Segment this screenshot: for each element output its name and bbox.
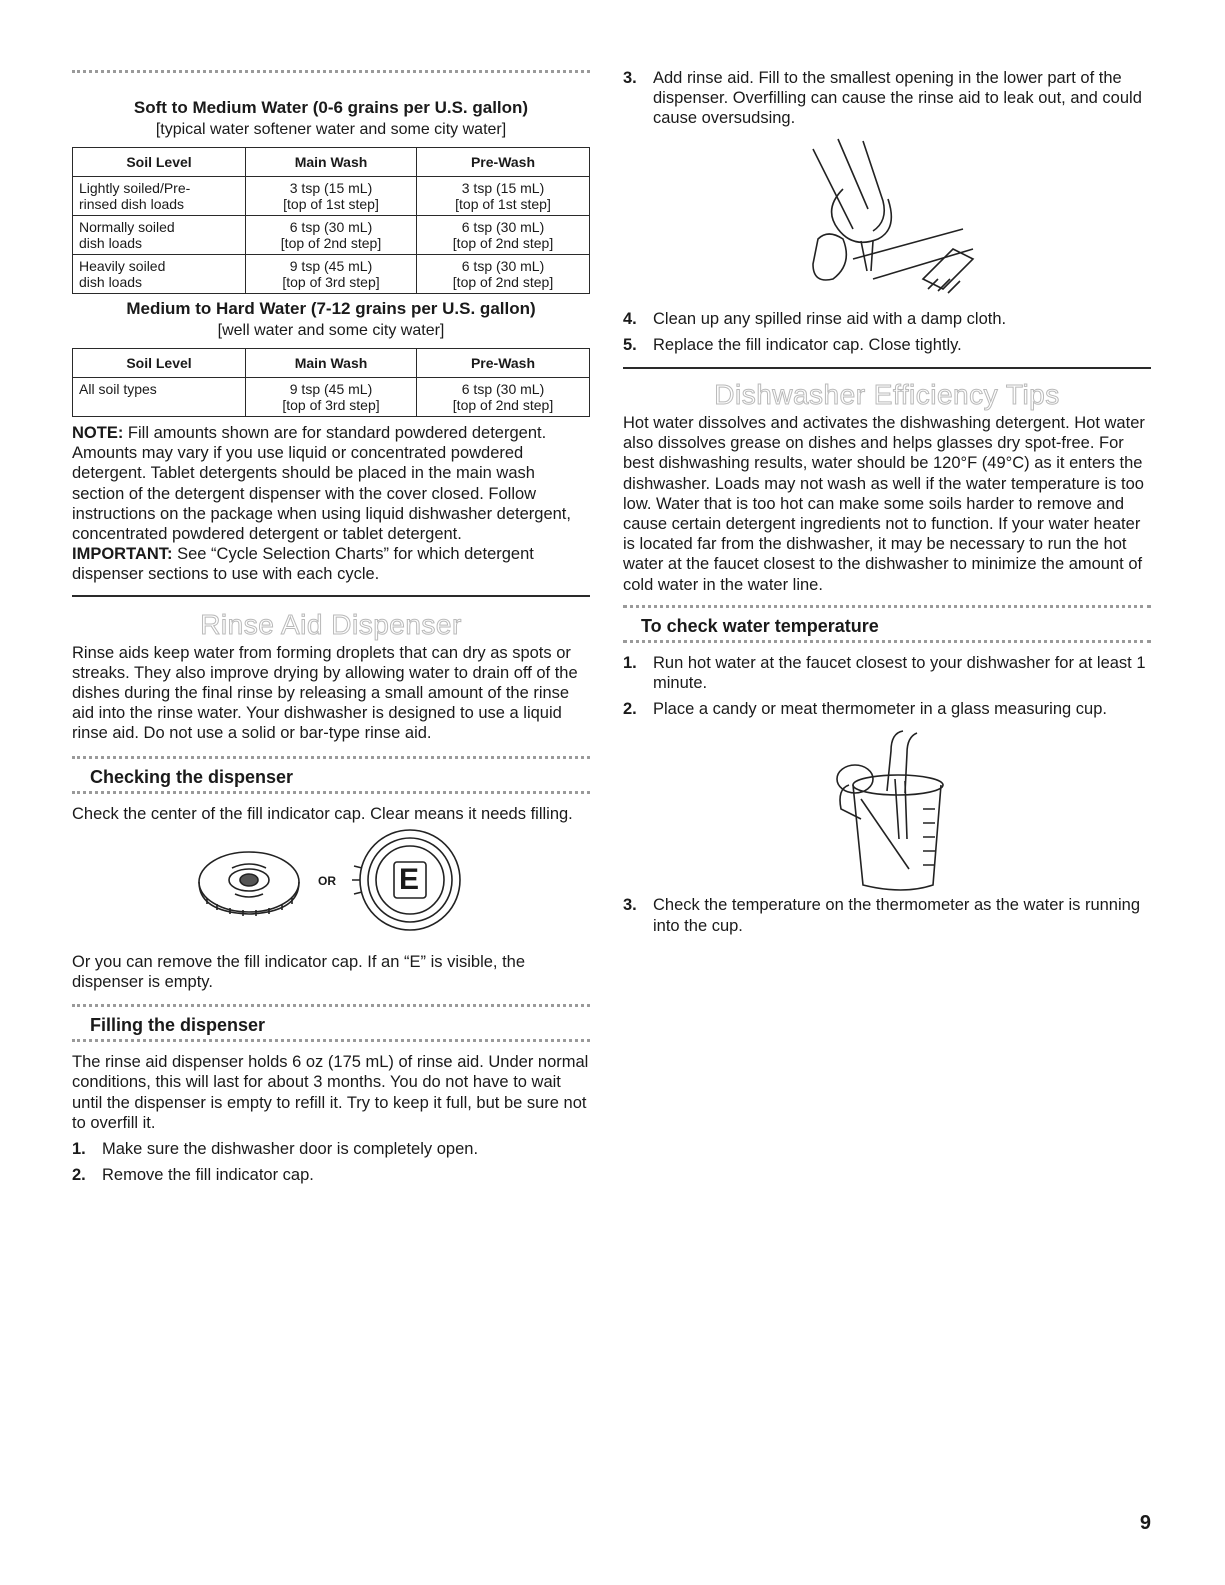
checking-dispenser-text: Check the center of the fill indicator cap. Clear means it needs filling.	[72, 804, 573, 823]
column-header: Main Wash	[246, 148, 417, 177]
page-number: 9	[1139, 1512, 1151, 1534]
column-header: Main Wash	[246, 349, 417, 378]
checking-dispenser-heading: Checking the dispenser	[90, 766, 294, 787]
column-header: Soil Level	[73, 349, 246, 378]
soil-level-cell: Heavily soiled dish loads	[73, 255, 246, 294]
or-label: OR	[318, 873, 336, 888]
list-item: 4. Clean up any spilled rinse aid with a damp cloth.	[623, 309, 1007, 328]
rinse-aid-section-title: Rinse Aid Dispenser	[200, 608, 462, 640]
filling-dispenser-heading: Filling the dispenser	[90, 1015, 266, 1036]
list-item: 1. Make sure the dishwasher door is completely open.	[72, 1140, 479, 1159]
fill-indicator-figure	[72, 824, 590, 952]
list-item: 2. Place a candy or meat thermometer in a glass measuring cup.	[623, 700, 1107, 719]
soil-level-cell: Normally soiled dish loads	[73, 216, 246, 255]
dotted-divider	[72, 1004, 590, 1011]
table-row	[73, 255, 590, 294]
soft-water-table-title: Soft to Medium Water (0-6 grains per U.S. gallon)	[133, 98, 529, 117]
rinse-aid-bottle-icon	[623, 129, 1151, 309]
important-paragraph: IMPORTANT: See “Cycle Selection Charts” for which detergent dispenser sections to use with each cycle.	[72, 545, 534, 584]
pre-wash-cell: 6 tsp (30 mL) [top of 2nd step]	[417, 216, 590, 255]
list-item: 3. Check the temperature on the thermometer as the water is running into the cup.	[623, 896, 1140, 935]
list-item: 5. Replace the fill indicator cap. Close tightly.	[623, 335, 962, 354]
left-column	[72, 0, 590, 1185]
remove-cap-text: Or you can remove the fill indicator cap. If an “E” is visible, the dispenser is empty.	[72, 952, 526, 992]
list-item: 2. Remove the fill indicator cap.	[72, 1166, 314, 1185]
thermometer-cup-figure	[623, 719, 1151, 895]
column-header: Pre-Wash	[417, 148, 590, 177]
rinse-aid-pour-figure	[623, 129, 1151, 309]
list-item: 3. Add rinse aid. Fill to the smallest opening in the lower part of the dispenser. Overfilling can cause the rinse aid to leak out, and could cause oversudsing.	[623, 69, 1142, 128]
dotted-divider	[623, 640, 1151, 647]
filling-dispenser-text: The rinse aid dispenser holds 6 oz (175 mL) of rinse aid. Under normal conditions, this will last for about 3 months. You do not have to wait until the dispenser is empty to refill it. Try to keep it full, but be sure not to overfill it.	[72, 1053, 589, 1132]
pre-wash-cell: 6 tsp (30 mL) [top of 2nd step]	[417, 378, 590, 417]
check-temperature-heading: To check water temperature	[641, 615, 879, 636]
column-header: Pre-Wash	[417, 349, 590, 378]
measuring-cup-icon	[623, 719, 1151, 895]
soft-water-table-subtitle: [typical water softener water and some city water]	[155, 121, 507, 138]
table-row	[73, 177, 590, 216]
efficiency-tips-text: Hot water dissolves and activates the dishwashing detergent. Hot water also dissolves grease on dishes and helps glasses dry spot-free. For best dishwashing results, water should be 120°F (49°C) as it enters the dishwasher. Loads may not wash as well if the water temperature is too low. Water that is too hot can make some soils harder to remove and cause certain detergent ingredients not to function. If your water heater is located far from the dishwasher, it may be necessary to run the hot water at the faucet closest to the dishwasher to minimize the amount of cold water in the water line.	[623, 414, 1145, 594]
soil-level-cell: All soil types	[73, 378, 246, 417]
table-header-row	[73, 349, 590, 378]
column-header: Soil Level	[73, 148, 246, 177]
main-wash-cell: 6 tsp (30 mL) [top of 2nd step]	[246, 216, 417, 255]
list-item: 1. Run hot water at the faucet closest to your dishwasher for at least 1 minute.	[623, 653, 1146, 693]
table-row	[73, 378, 590, 417]
soft-water-table	[72, 147, 590, 294]
pre-wash-cell: 3 tsp (15 mL) [top of 1st step]	[417, 177, 590, 216]
hard-water-table-subtitle: [well water and some city water]	[217, 322, 445, 339]
pre-wash-cell: 6 tsp (30 mL) [top of 2nd step]	[417, 255, 590, 294]
table-header-row	[73, 148, 590, 177]
dotted-divider	[72, 70, 590, 77]
note-paragraph: NOTE: Fill amounts shown are for standard powdered detergent. Amounts may vary if you use liquid or concentrated powdered detergent. Tablet detergents should be placed in the main wash section of the detergent dispenser with the cover closed. Follow instructions on the package when using liquid dishwasher detergent, concentrated powdered detergent or tablet detergent.	[72, 424, 571, 544]
hard-water-table	[72, 348, 590, 417]
main-wash-cell: 3 tsp (15 mL) [top of 1st step]	[246, 177, 417, 216]
main-wash-cell: 9 tsp (45 mL) [top of 3rd step]	[246, 378, 417, 417]
hard-water-table-title: Medium to Hard Water (7-12 grains per U.S. gallon)	[126, 299, 536, 318]
main-wash-cell: 9 tsp (45 mL) [top of 3rd step]	[246, 255, 417, 294]
right-column	[623, 0, 1151, 936]
dotted-divider	[72, 756, 590, 763]
rinse-aid-intro: Rinse aids keep water from forming droplets that can dry as spots or streaks. They also improve drying by allowing water to drain off of the dishes during the final rinse by releasing a small amount of the rinse aid into the rinse water. Your dishwasher is designed to use a liquid rinse aid. Do not use a solid or bar-type rinse aid.	[72, 643, 578, 743]
table-row	[73, 216, 590, 255]
dotted-divider	[623, 605, 1151, 612]
cap-letter-e: E	[399, 862, 420, 896]
soil-level-cell: Lightly soiled/Pre- rinsed dish loads	[73, 177, 246, 216]
efficiency-tips-title: Dishwasher Efficiency Tips	[714, 379, 1060, 411]
fill-indicator-cap-icon	[72, 824, 590, 952]
dotted-divider	[72, 1039, 590, 1046]
dotted-divider	[72, 791, 590, 798]
